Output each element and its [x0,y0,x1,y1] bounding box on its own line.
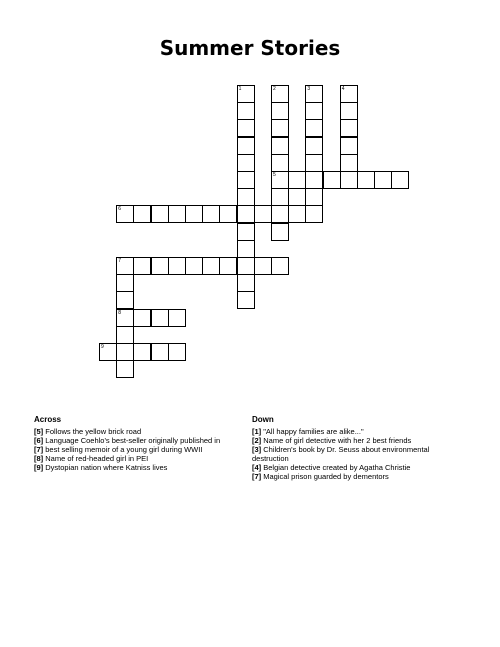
grid-cell[interactable] [271,171,289,189]
clue-text: "All happy families are alike..." [261,427,364,436]
clue-text: Follows the yellow brick road [43,427,142,436]
grid-cell[interactable] [374,171,392,189]
across-clue [34,463,246,472]
across-clue [34,436,246,445]
cell-number: 3 [307,86,311,92]
grid-cell[interactable] [271,119,289,137]
grid-cell[interactable] [271,205,289,223]
down-clue [252,445,457,463]
grid-cell[interactable] [271,102,289,120]
grid-cell[interactable] [116,326,134,344]
grid-cell[interactable] [237,85,255,103]
grid-cell[interactable] [116,257,134,275]
clue-number: [9] [34,463,44,472]
grid-cell[interactable] [151,343,169,361]
grid-cell[interactable] [237,102,255,120]
across-heading: Across [34,415,62,424]
grid-cell[interactable] [271,154,289,172]
cell-number: 9 [101,344,104,350]
grid-cell[interactable] [151,309,169,327]
grid-cell[interactable] [116,360,134,378]
across-clue [34,427,246,436]
grid-cell[interactable] [357,171,375,189]
grid-cell[interactable] [237,240,255,258]
grid-cell[interactable] [340,119,358,137]
grid-cell[interactable] [219,205,237,223]
clue-number: [2] [252,436,262,445]
grid-cell[interactable] [185,205,203,223]
down-clue-list [252,427,457,481]
across-clue [34,454,246,463]
grid-cell[interactable] [305,102,323,120]
cell-number: 4 [341,86,345,92]
grid-cell[interactable] [237,291,255,309]
clue-text: Name of girl detective with her 2 best friends [261,436,412,445]
clue-number: [6] [34,436,44,445]
grid-cell[interactable] [254,257,272,275]
across-clue-list [34,427,246,472]
grid-cell[interactable] [168,309,186,327]
grid-cell[interactable] [271,137,289,155]
grid-cell[interactable] [237,119,255,137]
grid-cell[interactable] [151,257,169,275]
grid-cell[interactable] [99,343,117,361]
grid-cell[interactable] [237,223,255,241]
grid-cell[interactable] [237,257,255,275]
across-clue [34,445,246,454]
grid-cell[interactable] [340,137,358,155]
grid-cell[interactable] [151,205,169,223]
grid-cell[interactable] [202,205,220,223]
grid-cell[interactable] [340,85,358,103]
grid-cell[interactable] [168,257,186,275]
down-clue [252,427,457,436]
across-clues [34,415,246,472]
grid-cell[interactable] [271,188,289,206]
grid-cell[interactable] [391,171,409,189]
grid-cell[interactable] [254,205,272,223]
grid-cell[interactable] [133,343,151,361]
clue-text: Children's book by Dr. Seuss about environmental destruction [252,445,430,463]
down-heading: Down [252,415,274,424]
grid-cell[interactable] [340,102,358,120]
grid-cell[interactable] [133,309,151,327]
down-clues [252,415,457,481]
grid-cell[interactable] [305,85,323,103]
clue-text: Name of red-headed girl in PEI [43,454,149,463]
grid-cell[interactable] [116,309,134,327]
clue-number: [5] [34,427,44,436]
grid-cell[interactable] [305,154,323,172]
grid-cell[interactable] [271,85,289,103]
clue-text: best selling memoir of a young girl during WWII [43,445,203,454]
clue-text: Language Coehlo's best-seller originally published in [43,436,221,445]
grid-cell[interactable] [133,257,151,275]
grid-cell[interactable] [271,257,289,275]
clue-number: [8] [34,454,44,463]
grid-cell[interactable] [185,257,203,275]
grid-cell[interactable] [340,154,358,172]
puzzle-title: Summer Stories [159,36,341,60]
grid-cell[interactable] [116,205,134,223]
grid-cell[interactable] [271,223,289,241]
grid-cell[interactable] [305,205,323,223]
grid-cell[interactable] [288,205,306,223]
grid-cell[interactable] [305,188,323,206]
grid-cell[interactable] [237,137,255,155]
grid-cell[interactable] [237,171,255,189]
grid-cell[interactable] [219,257,237,275]
cell-number: 1 [238,86,242,92]
grid-cell[interactable] [237,154,255,172]
grid-cell[interactable] [237,274,255,292]
cell-number: 5 [273,172,276,178]
clue-number: [7] [34,445,44,454]
down-clue [252,472,457,481]
clue-text: Magical prison guarded by dementors [261,472,389,481]
grid-cell[interactable] [202,257,220,275]
clue-text: Belgian detective created by Agatha Christie [261,463,411,472]
grid-cell[interactable] [237,188,255,206]
grid-cell[interactable] [323,171,341,189]
clue-number: [4] [252,463,262,472]
grid-cell[interactable] [305,171,323,189]
cell-number: 8 [118,309,121,316]
grid-cell[interactable] [305,119,323,137]
cell-number: 2 [273,86,276,92]
clue-text: Dystopian nation where Katniss lives [43,463,168,472]
grid-cell[interactable] [288,171,306,189]
clue-number: [1] [252,427,262,436]
cell-number: 6 [118,206,121,213]
grid-cell[interactable] [305,137,323,155]
clue-number: [7] [252,472,262,481]
grid-cell[interactable] [168,205,186,223]
cell-number: 7 [118,258,121,264]
grid-cell[interactable] [116,274,134,292]
down-clue [252,463,457,472]
grid-cell[interactable] [168,343,186,361]
grid-cell[interactable] [133,205,151,223]
grid-cell[interactable] [340,171,358,189]
down-clue [252,436,457,445]
grid-cell[interactable] [116,343,134,361]
grid-cell[interactable] [116,291,134,309]
clue-number: [3] [252,445,262,454]
grid-cell[interactable] [237,205,255,223]
